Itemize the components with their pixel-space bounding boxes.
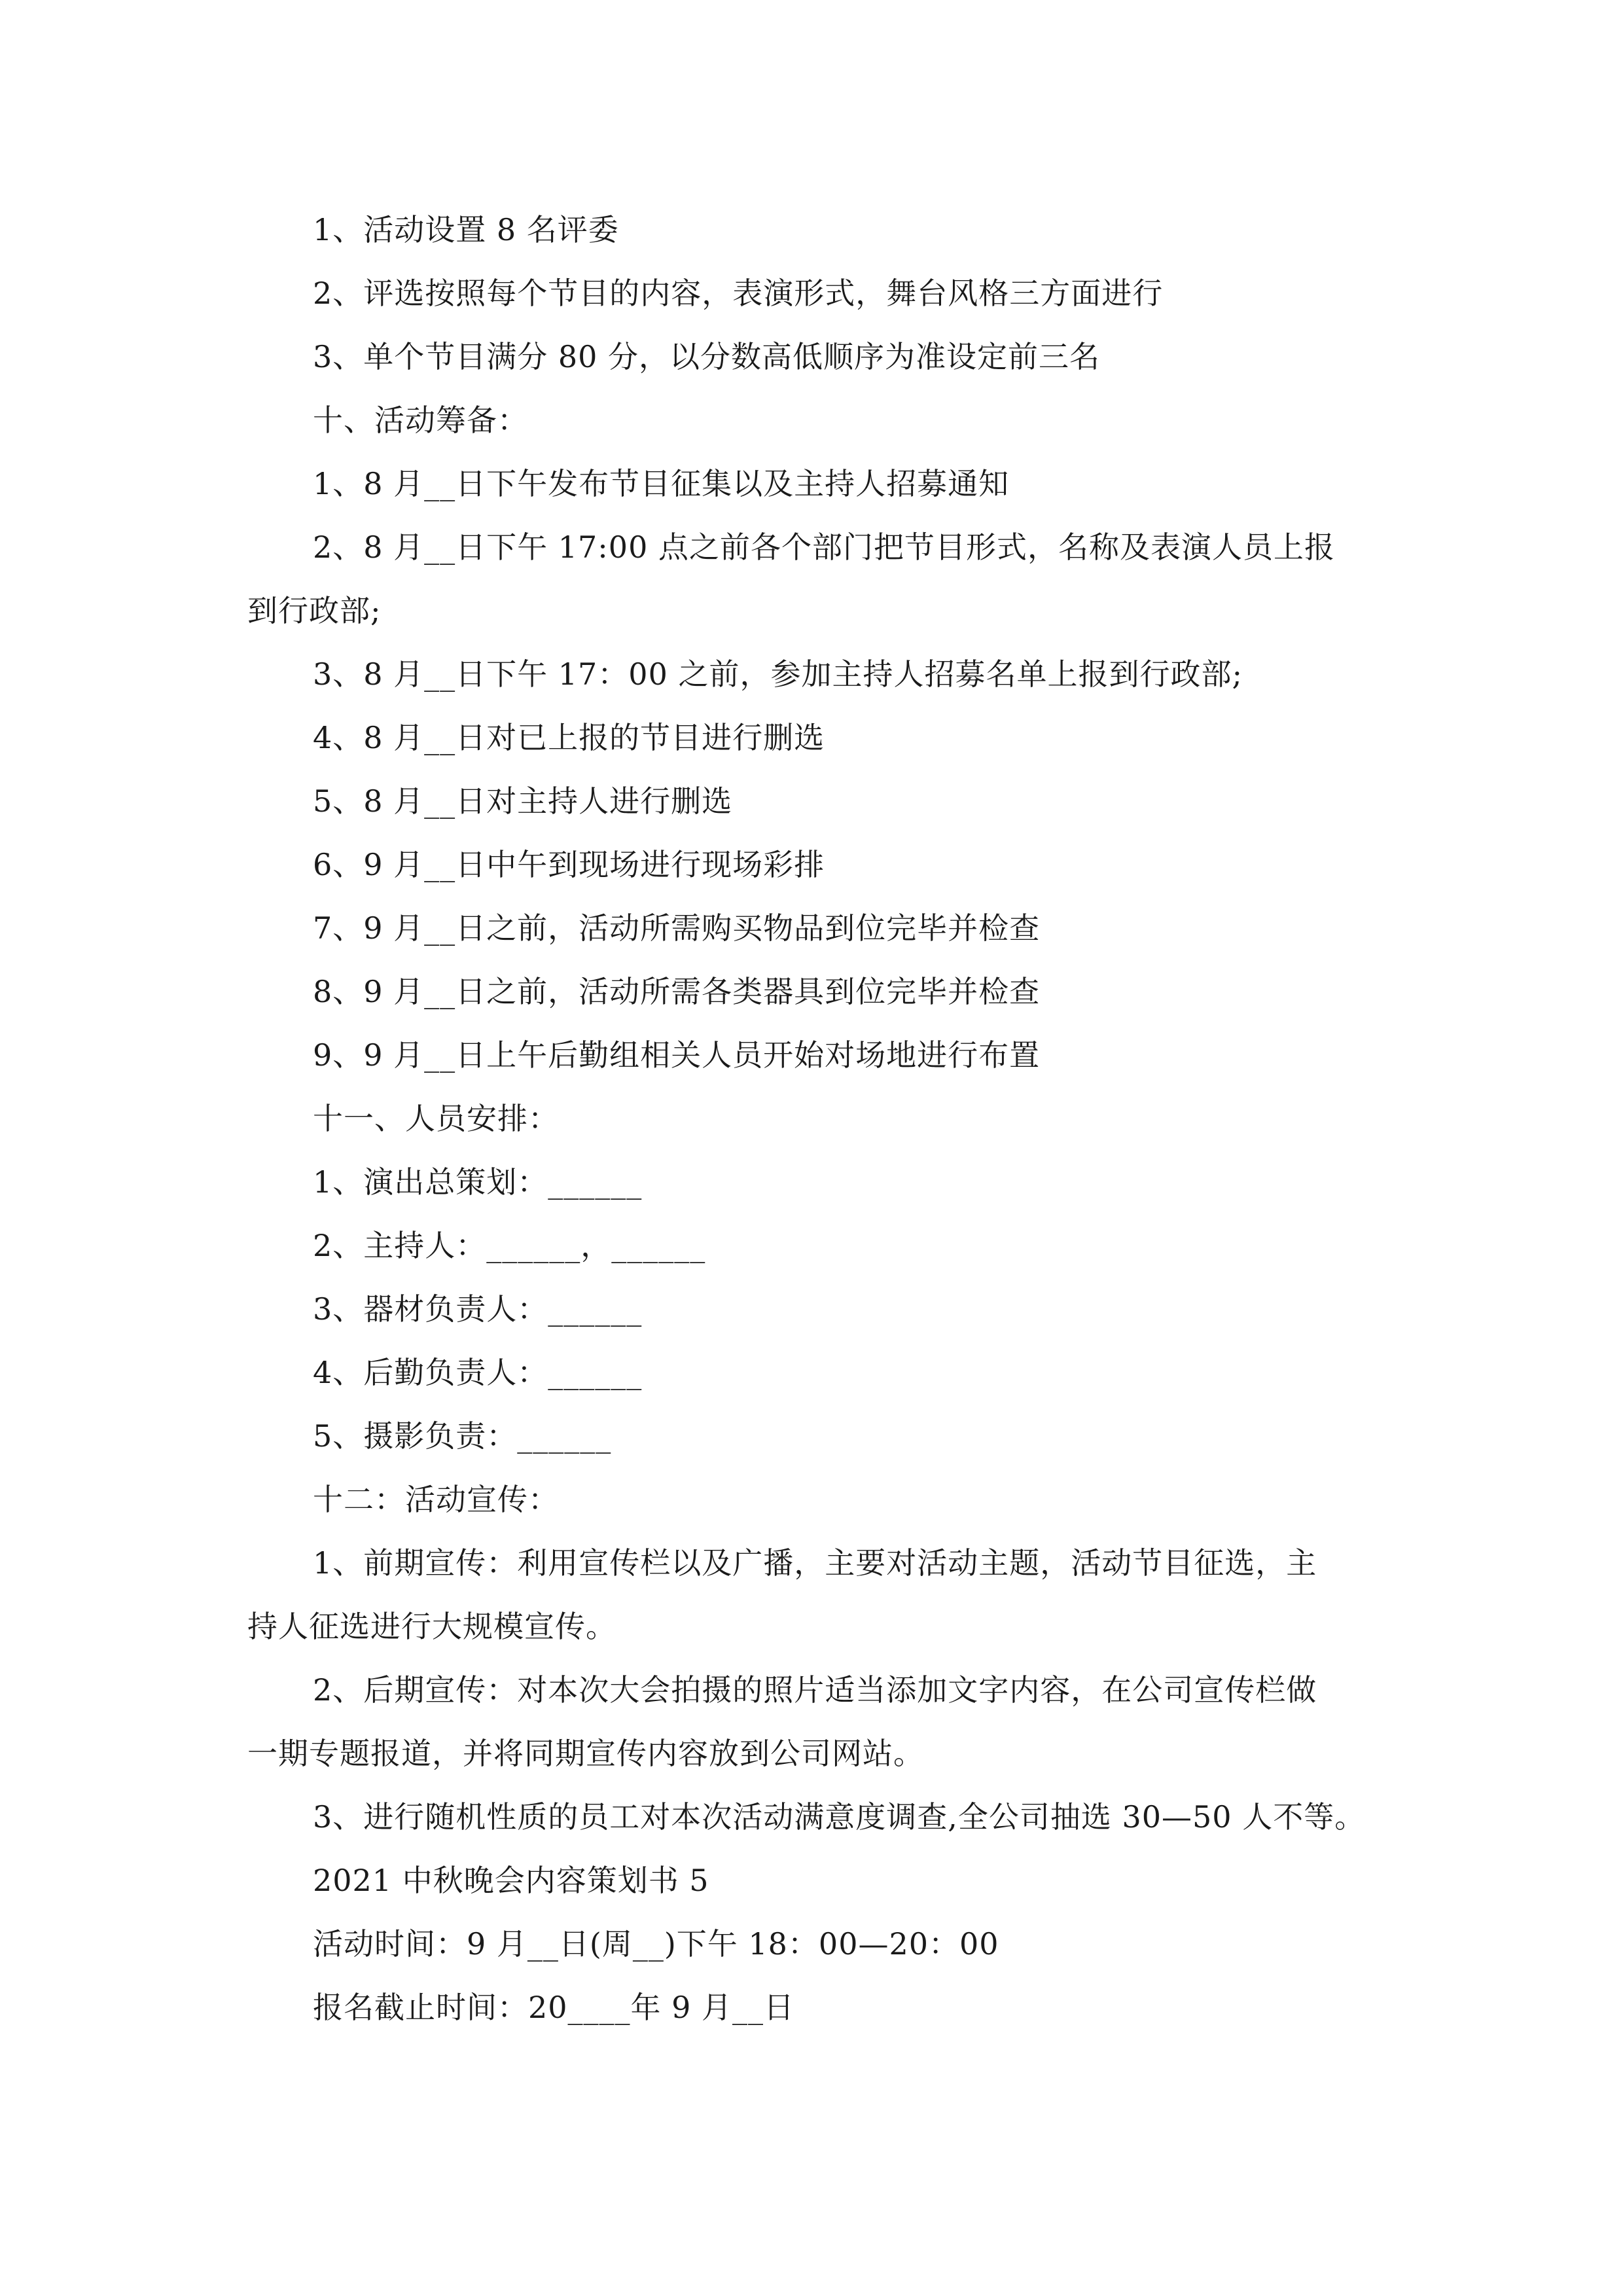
text-line: 活动时间：9 月__日(周__)下午 18：00—20：00	[313, 1926, 999, 1962]
section-heading: 十、活动筹备：	[313, 403, 528, 438]
text-line: 3、器材负责人：______	[313, 1291, 643, 1327]
text-line: 4、8 月__日对已上报的节目进行删选	[313, 720, 825, 755]
text-line-continuation: 一期专题报道，并将同期宣传内容放到公司网站。	[247, 1736, 924, 1771]
text-line: 1、前期宣传：利用宣传栏以及广播，主要对活动主题，活动节目征选，主	[313, 1545, 1317, 1581]
section-heading: 十二：活动宣传：	[313, 1482, 559, 1517]
text-line-continuation: 持人征选进行大规模宣传。	[247, 1609, 616, 1644]
text-line: 3、8 月__日下午 17：00 之前，参加主持人招募名单上报到行政部;	[313, 656, 1243, 692]
text-line: 2、主持人：______，______	[313, 1228, 706, 1263]
text-line: 7、9 月__日之前，活动所需购买物品到位完毕并检查	[313, 910, 1041, 946]
text-line: 1、活动设置 8 名评委	[313, 212, 619, 247]
text-line: 8、9 月__日之前，活动所需各类器具到位完毕并检查	[313, 974, 1041, 1009]
text-line: 9、9 月__日上午后勤组相关人员开始对场地进行布置	[313, 1037, 1041, 1073]
document-body	[247, 198, 1399, 2039]
section-heading: 十一、人员安排：	[313, 1101, 559, 1136]
text-line: 5、摄影负责：______	[313, 1418, 612, 1454]
text-line: 2、8 月__日下午 17:00 点之前各个部门把节目形式，名称及表演人员上报	[313, 529, 1335, 565]
text-line-continuation: 到行政部;	[247, 593, 382, 628]
text-line: 报名截止时间：20____年 9 月__日	[313, 1990, 795, 2025]
document-subtitle: 2021 中秋晚会内容策划书 5	[313, 1863, 709, 1898]
text-line: 5、8 月__日对主持人进行删选	[313, 783, 733, 819]
text-line: 3、单个节目满分 80 分，以分数高低顺序为准设定前三名	[313, 339, 1101, 374]
text-line: 1、8 月__日下午发布节目征集以及主持人招募通知	[313, 466, 1010, 501]
text-line: 6、9 月__日中午到现场进行现场彩排	[313, 847, 825, 882]
text-line: 2、评选按照每个节目的内容，表演形式，舞台风格三方面进行	[313, 276, 1164, 311]
text-line: 4、后勤负责人：______	[313, 1355, 643, 1390]
text-line: 2、后期宣传：对本次大会拍摄的照片适当添加文字内容，在公司宣传栏做	[313, 1672, 1317, 1708]
text-line: 1、演出总策划：______	[313, 1164, 643, 1200]
text-line: 3、进行随机性质的员工对本次活动满意度调查,全公司抽选 30—50 人不等。	[313, 1799, 1366, 1835]
